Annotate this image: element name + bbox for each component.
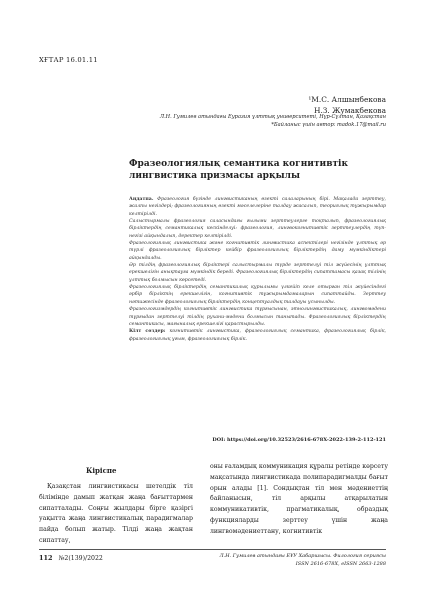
article-classification-code: ХҒТАР 16.01.11 <box>39 56 98 64</box>
abstract-paragraph: Фразеологиялық лингвистика және когнитивтік лингвистика аспектілері негізінде ұлттық әр түрлі фразеологиялық бірліктер кейбір фразеологиялық бірліктердің даму мүмкіндіктері айқындалды. <box>129 241 386 261</box>
issue-number: №2(139)/2022 <box>58 555 103 562</box>
footer-divider <box>39 549 386 550</box>
article-title: Фразеологиялық семантика когнитивтік лингвистика призмасы арқылы <box>129 159 348 181</box>
affiliation-block <box>160 113 386 129</box>
author-1: ¹М.С. Алшынбекова <box>308 95 386 104</box>
doi-link[interactable]: DOI: https://doi.org/10.32523/2616-678X-2022-139-2-112-121 <box>212 437 386 443</box>
footer-left <box>39 554 103 562</box>
author-2: Н.З. Жумакбекова <box>314 106 386 115</box>
keywords-text: когнитивтік лингвистика, фразеологиялық семантика, фразеологиялық бірлік, фразеологиялық ұғым, фразеологиялық бірлік. <box>129 329 386 342</box>
abstract-paragraph: Фразеологиялық бірліктердің семантикалық құрылымы үлкейіп келе отырған тіл жүйесіндегі әрбір бірліктің ерекшелігін, когнитивтік тұжырымдамаларын сипаттайды. Зерттеу нәтижесінде фразеологиялық бірліктердің концептуалдық талдауы ұсынылды. <box>129 285 386 305</box>
keywords-label: Кілт сөздер: <box>129 329 166 335</box>
abstract-text: Фразеология бүгінде лингвистиканың өзекті салаларының бірі. Мақалада зерттеу, жалпы негіздері; фразеологияның өзекті мәселелеріне талдау жасалып, теориялық тұжырымдар келтірілді. <box>129 197 386 217</box>
abstract-paragraph: Фразеологизмдердің когнитивтік лингвистика тұрғысынан, этнолингвистикалық, лингвомәдени тұрғыдан зерттелуі тілдің рухани-мәдени болмысын танытады. Фразеологиялық бірліктердің семантикасы, мағыналық ерекшелігі қарастырылды. <box>129 307 386 327</box>
contact-email[interactable]: *Байланыс үшін автор: madok.17@mail.ru <box>271 122 386 128</box>
page-number: 112 <box>39 554 53 562</box>
section-heading-introduction: Кіріспе <box>86 466 117 475</box>
abstract-paragraph: Әр тілдің фразеологиялық бірліктері салыстырмалы түрде зерттелуі тіл жүйесінің ұлттық ерекшелігін анықтауға мүмкіндік береді. Фразеологиялық бірліктердің сипаттамасы қазақ тілінің ұлттық болмысын көрсетеді. <box>129 263 386 283</box>
footer-journal-info <box>219 553 386 569</box>
body-column-left: Қазақстан лингвистикасы шетелдік тіл білімінде дамып жатқан жаңа бағыттармен сипатталады. Соңғы жылдары бірге қазіргі уақытта жаңа лингвистикалық парадигмалар пайда болып жатыр. Тілді жаңа жақтан сипаттау, <box>39 483 193 544</box>
abstract-paragraph <box>129 196 386 218</box>
abstract-label: Аңдатпа. <box>129 197 154 202</box>
abstract-block <box>129 196 386 343</box>
body-column-right: оны ғаламдық коммуникация құралы ретінде көрсету мақсатында лингвистикада полипарадигмалды бағыт орын алады [1]. Сондықтан тіл мен мәдениеттің байланысын, тіл арқылы атқарылатын коммуникативтік, прагматикалық, образдық функцияларды зерттеу үшін жаңа лингвомәдениеттану, когнитивтік <box>210 463 388 535</box>
keywords-paragraph <box>129 328 386 343</box>
abstract-paragraph: Салыстырмалы фразеология саласындағы ғылыми зерттеулерге тоқталып, фразеологиялық бірліктердің семантикалық кескінделуі: фразеология, лингвокогнитивтік зерттеулердің түп-негізі айқындалып, деректер келтірілді. <box>129 219 386 239</box>
journal-issn: ISSN 2616-678X, eISSN 2663-1288 <box>295 560 386 567</box>
journal-name: Л.Н. Гумилев атындағы ЕҰУ Хабаршысы. Филология сериясы <box>219 553 386 559</box>
author-affiliation: Л.Н. Гумилев атындағы Еуразия ұлттық университеті, Нұр-Сұлтан, Қазақстан <box>159 114 386 120</box>
